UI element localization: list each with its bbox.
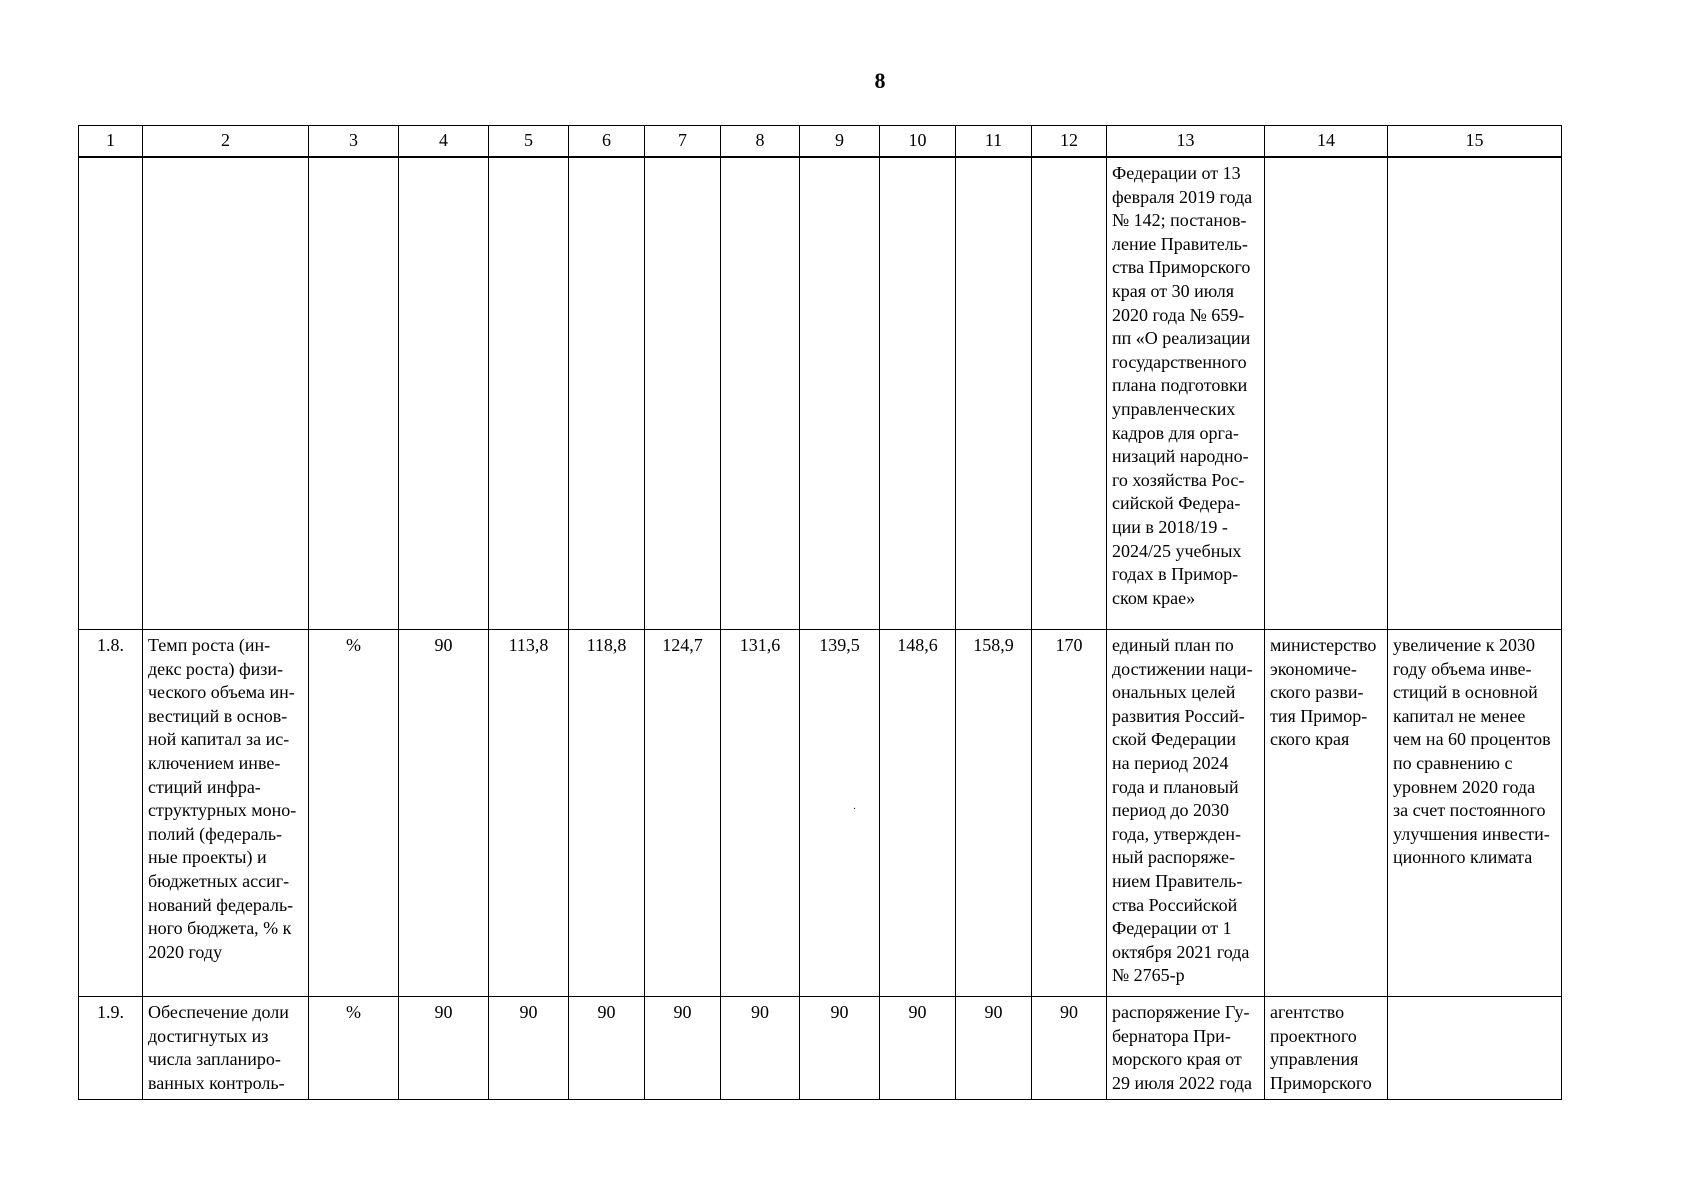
indicators-table xyxy=(78,125,1562,1100)
value-cell: 90 xyxy=(880,997,956,1100)
column-header: 13 xyxy=(1107,126,1265,158)
value-cell: 90 xyxy=(956,997,1032,1100)
legal-basis-cell: единый план по достижении наци- ональных целей развития Россий- ской Федерации на период 2024 года и плановый период до 2030 года, утвержден- ный распоряже- нием Правитель- ства Российской Федерации от 1 октября 2021 года № 2765-р xyxy=(1107,630,1265,997)
column-header: 6 xyxy=(569,126,645,158)
page-number: 8 xyxy=(874,68,886,93)
table-cell xyxy=(721,157,800,630)
unit-cell: % xyxy=(309,630,399,997)
table-cell xyxy=(880,157,956,630)
indicator-name-cell: Обеспечение доли достигнутых из числа запланиро- ванных контроль- xyxy=(143,997,309,1100)
value-cell: 90 xyxy=(721,997,800,1100)
value-cell: 124,7 xyxy=(645,630,721,997)
value-cell: 90 xyxy=(399,630,489,997)
row-number-cell: 1.8. xyxy=(79,630,143,997)
indicator-name-cell: Темп роста (ин- декс роста) физи- ческого объема ин- вестиций в основ- ной капитал за ис- ключением инве- стиций инфра- структурных моно- полий (федераль- ные проекты) и бюджетных ассиг- нований федераль- ного бюджета, % к 2020 году xyxy=(143,630,309,997)
responsible-cell: агентство проектного управления Приморского xyxy=(1265,997,1388,1100)
value-cell: 90 xyxy=(569,997,645,1100)
value-cell: 158,9 xyxy=(956,630,1032,997)
table-cell xyxy=(645,157,721,630)
table-cell xyxy=(1388,157,1562,630)
column-header: 7 xyxy=(645,126,721,158)
column-header: 3 xyxy=(309,126,399,158)
value-cell xyxy=(800,630,880,997)
table-cell xyxy=(956,157,1032,630)
legal-basis-cell: Федерации от 13 февраля 2019 года № 142; постанов- ление Правитель- ства Приморского края от 30 июля 2020 года № 659- пп «О реализации государственного плана подготовки управленческих кадров для орга- низаций народно- го хозяйства Рос- сийской Федера- ции в 2018/19 - 2024/25 учебных годах в Примор- ском крае» xyxy=(1107,157,1265,630)
value-text: 139,5 xyxy=(819,635,860,655)
column-header: 14 xyxy=(1265,126,1388,158)
row-number-cell: 1.9. xyxy=(79,997,143,1100)
table-cell xyxy=(399,157,489,630)
table-cell xyxy=(309,157,399,630)
column-header: 12 xyxy=(1032,126,1107,158)
table-cell xyxy=(800,157,880,630)
table-cell xyxy=(569,157,645,630)
column-header: 9 xyxy=(800,126,880,158)
responsible-cell: министерство экономиче- ского разви- тия Примор- ского края xyxy=(1265,630,1388,997)
column-header: 5 xyxy=(489,126,569,158)
table-row-1-8 xyxy=(79,630,1562,997)
column-header: 15 xyxy=(1388,126,1562,158)
table-cell xyxy=(79,157,143,630)
legal-basis-cell: распоряжение Гу- бернатора При- морского края от 29 июля 2022 года xyxy=(1107,997,1265,1100)
value-cell: 148,6 xyxy=(880,630,956,997)
goal-cell: увеличение к 2030 году объема инве- стиций в основной капитал не менее чем на 60 процентов по сравнению с уровнем 2020 года за счет постоянного улучшения инвести- ционного климата xyxy=(1388,630,1562,997)
value-cell: 113,8 xyxy=(489,630,569,997)
value-cell: 170 xyxy=(1032,630,1107,997)
table-cell xyxy=(143,157,309,630)
goal-cell xyxy=(1388,997,1562,1100)
value-cell: 90 xyxy=(1032,997,1107,1100)
column-header: 1 xyxy=(79,126,143,158)
table-row-1-9 xyxy=(79,997,1562,1100)
column-header: 11 xyxy=(956,126,1032,158)
column-number-row xyxy=(79,126,1562,158)
column-header: 2 xyxy=(143,126,309,158)
table-cell xyxy=(1032,157,1107,630)
column-header: 10 xyxy=(880,126,956,158)
table-cell xyxy=(489,157,569,630)
table-cell xyxy=(1265,157,1388,630)
value-cell: 131,6 xyxy=(721,630,800,997)
column-header: 8 xyxy=(721,126,800,158)
value-cell: 90 xyxy=(399,997,489,1100)
unit-cell: % xyxy=(309,997,399,1100)
value-cell: 118,8 xyxy=(569,630,645,997)
value-cell: 90 xyxy=(489,997,569,1100)
value-cell: 90 xyxy=(800,997,880,1100)
stray-dot: · xyxy=(852,803,857,815)
table-row-continuation xyxy=(79,157,1562,630)
value-cell: 90 xyxy=(645,997,721,1100)
column-header: 4 xyxy=(399,126,489,158)
